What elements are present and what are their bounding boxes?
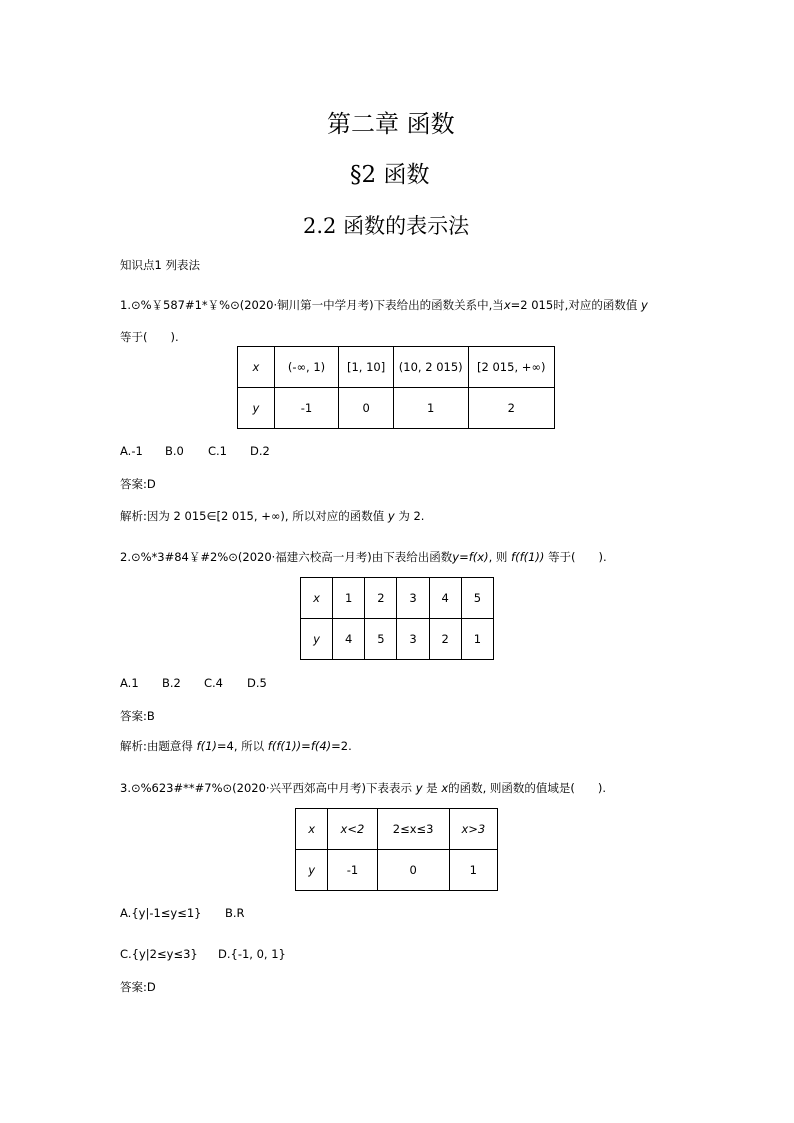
table-row — [238, 347, 555, 388]
q1-stem-var-x: x — [503, 298, 511, 312]
q3-table — [295, 808, 498, 891]
q2-stem-text-2: , 则 — [488, 550, 508, 564]
table-cell: [2 015, +∞) — [468, 347, 555, 388]
q1-analysis-text-2: 为 2. — [398, 509, 425, 523]
table-cell: y — [296, 850, 328, 891]
chapter-title: 第二章 函数 — [327, 110, 455, 138]
q1-option-b: B.0 — [165, 444, 184, 458]
q2-analysis-text: 解析:由题意得 — [120, 739, 193, 753]
table-cell: 5 — [365, 619, 397, 660]
q2-answer: 答案:B — [120, 709, 155, 723]
table-cell: 2 — [365, 578, 397, 619]
q2-stem-text: 2.⊙%*3#84￥#2%⊙(2020·福建六校高一月考)由下表给出函数 — [120, 550, 453, 564]
table-cell: -1 — [274, 388, 339, 429]
q1-option-c: C.1 — [208, 444, 228, 458]
q3-answer: 答案:D — [120, 980, 156, 994]
table-cell: y — [238, 388, 275, 429]
table-cell: 5 — [461, 578, 493, 619]
q3-option-c: C.{y|2≤y≤3} — [120, 947, 198, 961]
q2-analysis-text-2: =4, 所以 — [216, 739, 265, 753]
q2-analysis-text-3: =2. — [331, 739, 352, 753]
q2-option-b: B.2 — [162, 676, 181, 690]
table-cell: y — [301, 619, 333, 660]
q3-stem-text: 3.⊙%623#**#7%⊙(2020·兴平西郊高中月考)下表表示 — [120, 781, 413, 795]
q2-stem-text-3: 等于( ). — [548, 550, 607, 564]
table-cell: 3 — [397, 578, 429, 619]
table-cell: x<2 — [328, 809, 377, 850]
q2-option-a: A.1 — [120, 676, 139, 690]
q2-analysis-eq: = — [301, 739, 311, 753]
q1-analysis-var-y: y — [387, 509, 395, 523]
section-title: §2 函数 — [350, 162, 430, 188]
table-row — [296, 809, 498, 850]
table-row — [301, 619, 494, 660]
q2-analysis — [120, 739, 352, 753]
q2-stem-expr: f(f(1)) — [511, 550, 545, 564]
table-cell: 1 — [449, 850, 497, 891]
q1-stem — [120, 298, 648, 312]
q3-stem — [120, 781, 606, 795]
table-cell: 1 — [461, 619, 493, 660]
q2-analysis-expr-3: f(4) — [310, 739, 332, 753]
table-cell: 2 — [468, 388, 555, 429]
table-cell: 4 — [429, 578, 461, 619]
q1-stem-line2: 等于( ). — [120, 330, 179, 344]
q3-stem-var-x: x — [441, 781, 449, 795]
q1-analysis — [120, 509, 424, 523]
q1-stem-text-2: =2 015时,对应的函数值 — [510, 298, 638, 312]
table-cell: x — [301, 578, 333, 619]
table-cell: 2 — [429, 619, 461, 660]
table-cell: -1 — [328, 850, 377, 891]
q1-stem-text: 1.⊙%￥587#1*￥%⊙(2020·铜川第一中学月考)下表给出的函数关系中,当 — [120, 298, 504, 312]
q2-option-d: D.5 — [247, 676, 267, 690]
table-cell: 2≤x≤3 — [377, 809, 449, 850]
table-cell: 0 — [377, 850, 449, 891]
table-cell: 0 — [339, 388, 394, 429]
q1-table — [237, 346, 555, 429]
table-cell: 3 — [397, 619, 429, 660]
q3-stem-text-3: 的函数, 则函数的值域是( ). — [448, 781, 607, 795]
table-cell: 4 — [333, 619, 365, 660]
q2-stem-func: y=f(x) — [452, 550, 489, 564]
table-row — [301, 578, 494, 619]
q2-analysis-expr-1: f(1) — [196, 739, 217, 753]
table-cell: (-∞, 1) — [274, 347, 339, 388]
table-row — [296, 850, 498, 891]
q2-analysis-expr-2: f(f(1)) — [267, 739, 302, 753]
q1-answer: 答案:D — [120, 477, 156, 491]
q2-table — [300, 577, 494, 660]
table-cell: [1, 10] — [339, 347, 394, 388]
q3-stem-var-y: y — [415, 781, 423, 795]
q3-option-a: A.{y|-1≤y≤1} — [120, 906, 202, 920]
table-cell: x — [238, 347, 275, 388]
table-row — [238, 388, 555, 429]
table-cell: (10, 2 015) — [393, 347, 468, 388]
q3-option-b: B.R — [225, 906, 245, 920]
q1-stem-var-y: y — [641, 298, 648, 312]
q2-option-c: C.4 — [204, 676, 224, 690]
table-cell: x — [296, 809, 328, 850]
subsection-title: 2.2 函数的表示法 — [303, 214, 470, 238]
q1-option-d: D.2 — [250, 444, 270, 458]
q1-analysis-text: 解析:因为 2 015∈[2 015, +∞), 所以对应的函数值 — [120, 509, 385, 523]
table-cell: x>3 — [449, 809, 497, 850]
q3-option-d: D.{-1, 0, 1} — [218, 947, 286, 961]
q2-stem — [120, 550, 607, 564]
table-cell: 1 — [393, 388, 468, 429]
knowledge-point-heading: 知识点1 列表法 — [120, 258, 200, 272]
table-cell: 1 — [333, 578, 365, 619]
q3-stem-text-2: 是 — [426, 781, 438, 795]
q1-option-a: A.-1 — [120, 444, 143, 458]
